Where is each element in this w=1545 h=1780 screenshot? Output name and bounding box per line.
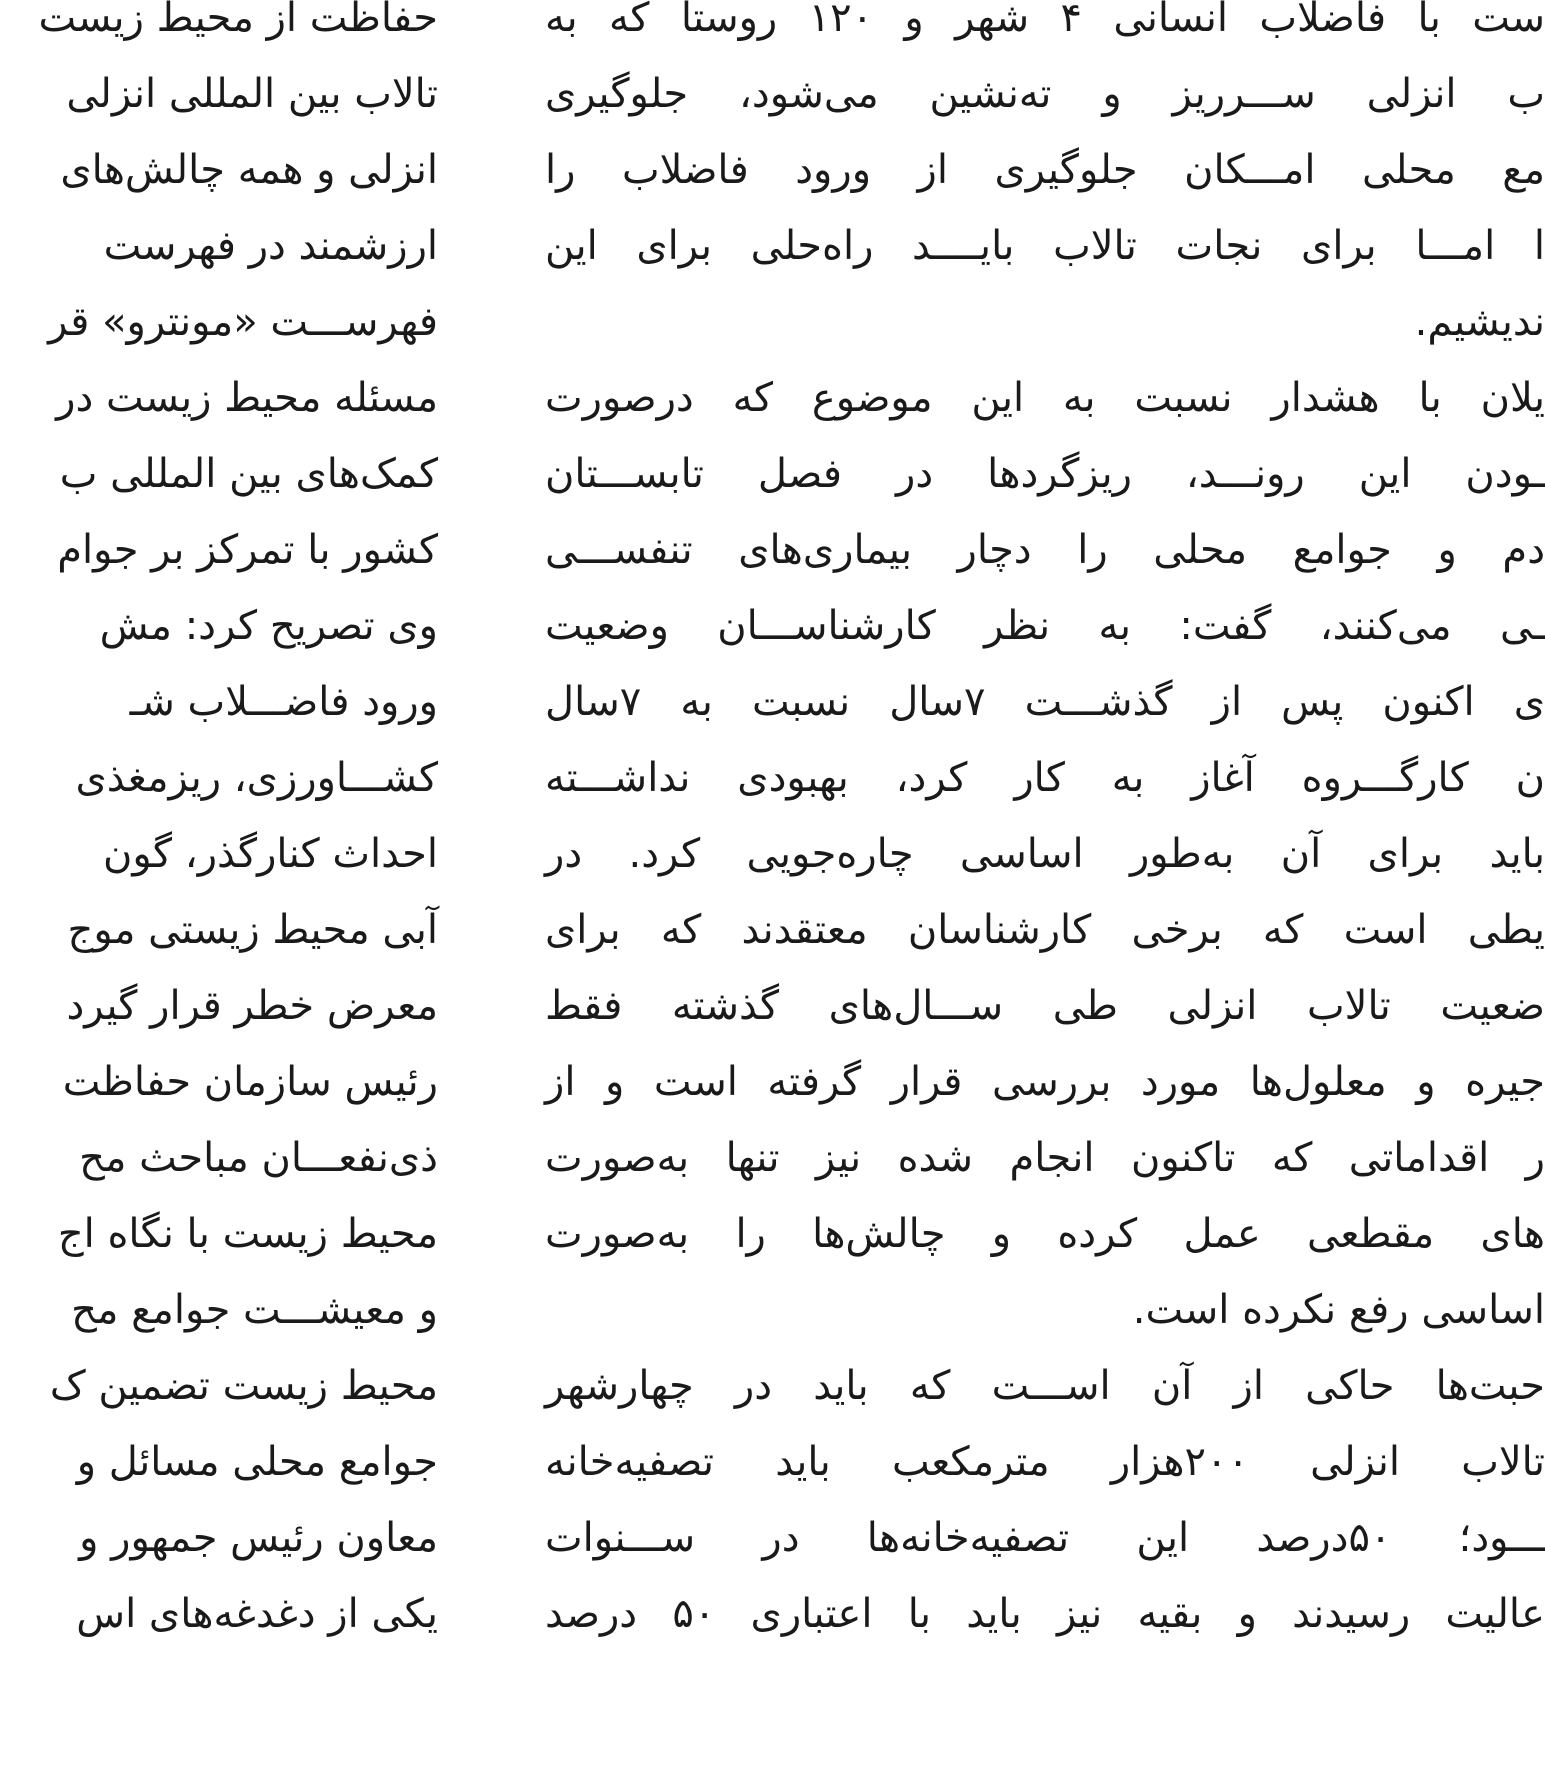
article-column-left xyxy=(0,0,438,1780)
text-line: کمک‌های بین المللی ب xyxy=(59,451,438,497)
text-line: یکی از دغدغه‌های اس xyxy=(76,1591,438,1637)
text-line: وی تصریح کرد: مش xyxy=(99,603,438,649)
text-line: معرض خطر قرار گیرد xyxy=(66,983,438,1029)
text-line: عالیت رسیدند و بقیه نیز باید با اعتباری ۵۰ درصد xyxy=(545,1591,1545,1637)
text-line: انزلی و همه چالش‌های xyxy=(60,147,438,193)
text-line: رئیس سازمان حفاظت xyxy=(62,1059,438,1105)
text-line: حفاظت از محیط زیست xyxy=(38,0,438,41)
text-line: کشـــاورزی، ریزمغذی xyxy=(75,755,438,801)
article-column-right xyxy=(545,0,1545,1780)
text-line: ـودن این رونـــد، ریزگردها در فصل تابســـتان xyxy=(545,451,1545,497)
text-line: ـی می‌کنند، گفت: به نظر کارشناســـان وضعیت xyxy=(545,603,1545,649)
text-line: محیط زیست تضمین ک xyxy=(49,1363,438,1409)
text-line: احداث کنارگذر، گون xyxy=(103,831,438,877)
text-line: آبی محیط زیستی موج xyxy=(67,907,438,953)
text-line: حبت‌ها حاکی از آن اســـت که باید در چهارشهر xyxy=(545,1363,1545,1409)
text-line: جوامع محلی مسائل و xyxy=(76,1439,438,1485)
text-line: ارزشمند در فهرست xyxy=(103,223,438,269)
paragraph-end-line: اساسی رفع نکرده است. xyxy=(1132,1287,1545,1333)
text-line: یطی است که برخی کارشناسان معتقدند که برای xyxy=(545,907,1545,953)
text-line: ذی‌نفعـــان مباحث مح xyxy=(79,1135,438,1181)
text-line: جیره و معلول‌ها مورد بررسی قرار گرفته است و از xyxy=(545,1059,1545,1105)
text-line: ا امـــا برای نجات تالاب بایــــد راه‌حلی برای این xyxy=(545,223,1545,269)
text-line: معاون رئیس جمهور و xyxy=(79,1515,438,1561)
text-line: ضعیت تالاب انزلی طی ســـال‌های گذشته فقط xyxy=(545,983,1545,1029)
text-line: مسئله محیط زیست در xyxy=(56,375,438,421)
text-line: کشور با تمرکز بر جوام xyxy=(57,527,438,573)
paragraph-end-line: ندیشیم. xyxy=(1414,299,1545,345)
text-line: ست با فاضلاب انسانی ۴ شهر و ۱۲۰ روستا که به xyxy=(545,0,1545,41)
text-line: باید برای آن به‌طور اساسی چاره‌جویی کرد. در xyxy=(545,831,1545,877)
text-line: ورود فاضـــلاب شـ xyxy=(129,679,438,725)
text-line: و معیشـــت جوامع مح xyxy=(71,1287,438,1333)
text-line: محیط زیست با نگاه اج xyxy=(57,1211,438,1257)
text-line: تالاب بین المللی انزلی xyxy=(66,71,438,117)
text-line: ـــود؛ ۵۰درصد این تصفیه‌خانه‌ها در ســـنوات xyxy=(545,1515,1545,1561)
text-line: ر اقداماتی که تاکنون انجام شده نیز تنها به‌صورت xyxy=(545,1135,1545,1181)
text-line: ی اکنون پس از گذشـــت ۷سال نسبت به ۷سال xyxy=(545,679,1545,725)
text-line: مع محلی امـــکان جلوگیری از ورود فاضلاب را xyxy=(545,147,1545,193)
text-line: ن کارگـــروه آغاز به کار کرد، بهبودی نداشـــته xyxy=(545,755,1545,801)
text-line: تالاب انزلی ۲۰۰هزار مترمکعب باید تصفیه‌خانه xyxy=(545,1439,1545,1485)
text-line: ب انزلی ســـرریز و ته‌نشین می‌شود، جلوگیری xyxy=(545,71,1545,117)
text-line: دم و جوامع محلی را دچار بیماری‌های تنفســـی xyxy=(545,527,1545,573)
text-line: های مقطعی عمل کرده و چالش‌ها را به‌صورت xyxy=(545,1211,1545,1257)
text-line: فهرســـت «مونترو» قر xyxy=(48,299,438,345)
text-line: یلان با هشدار نسبت به این موضوع که درصورت xyxy=(545,375,1545,421)
